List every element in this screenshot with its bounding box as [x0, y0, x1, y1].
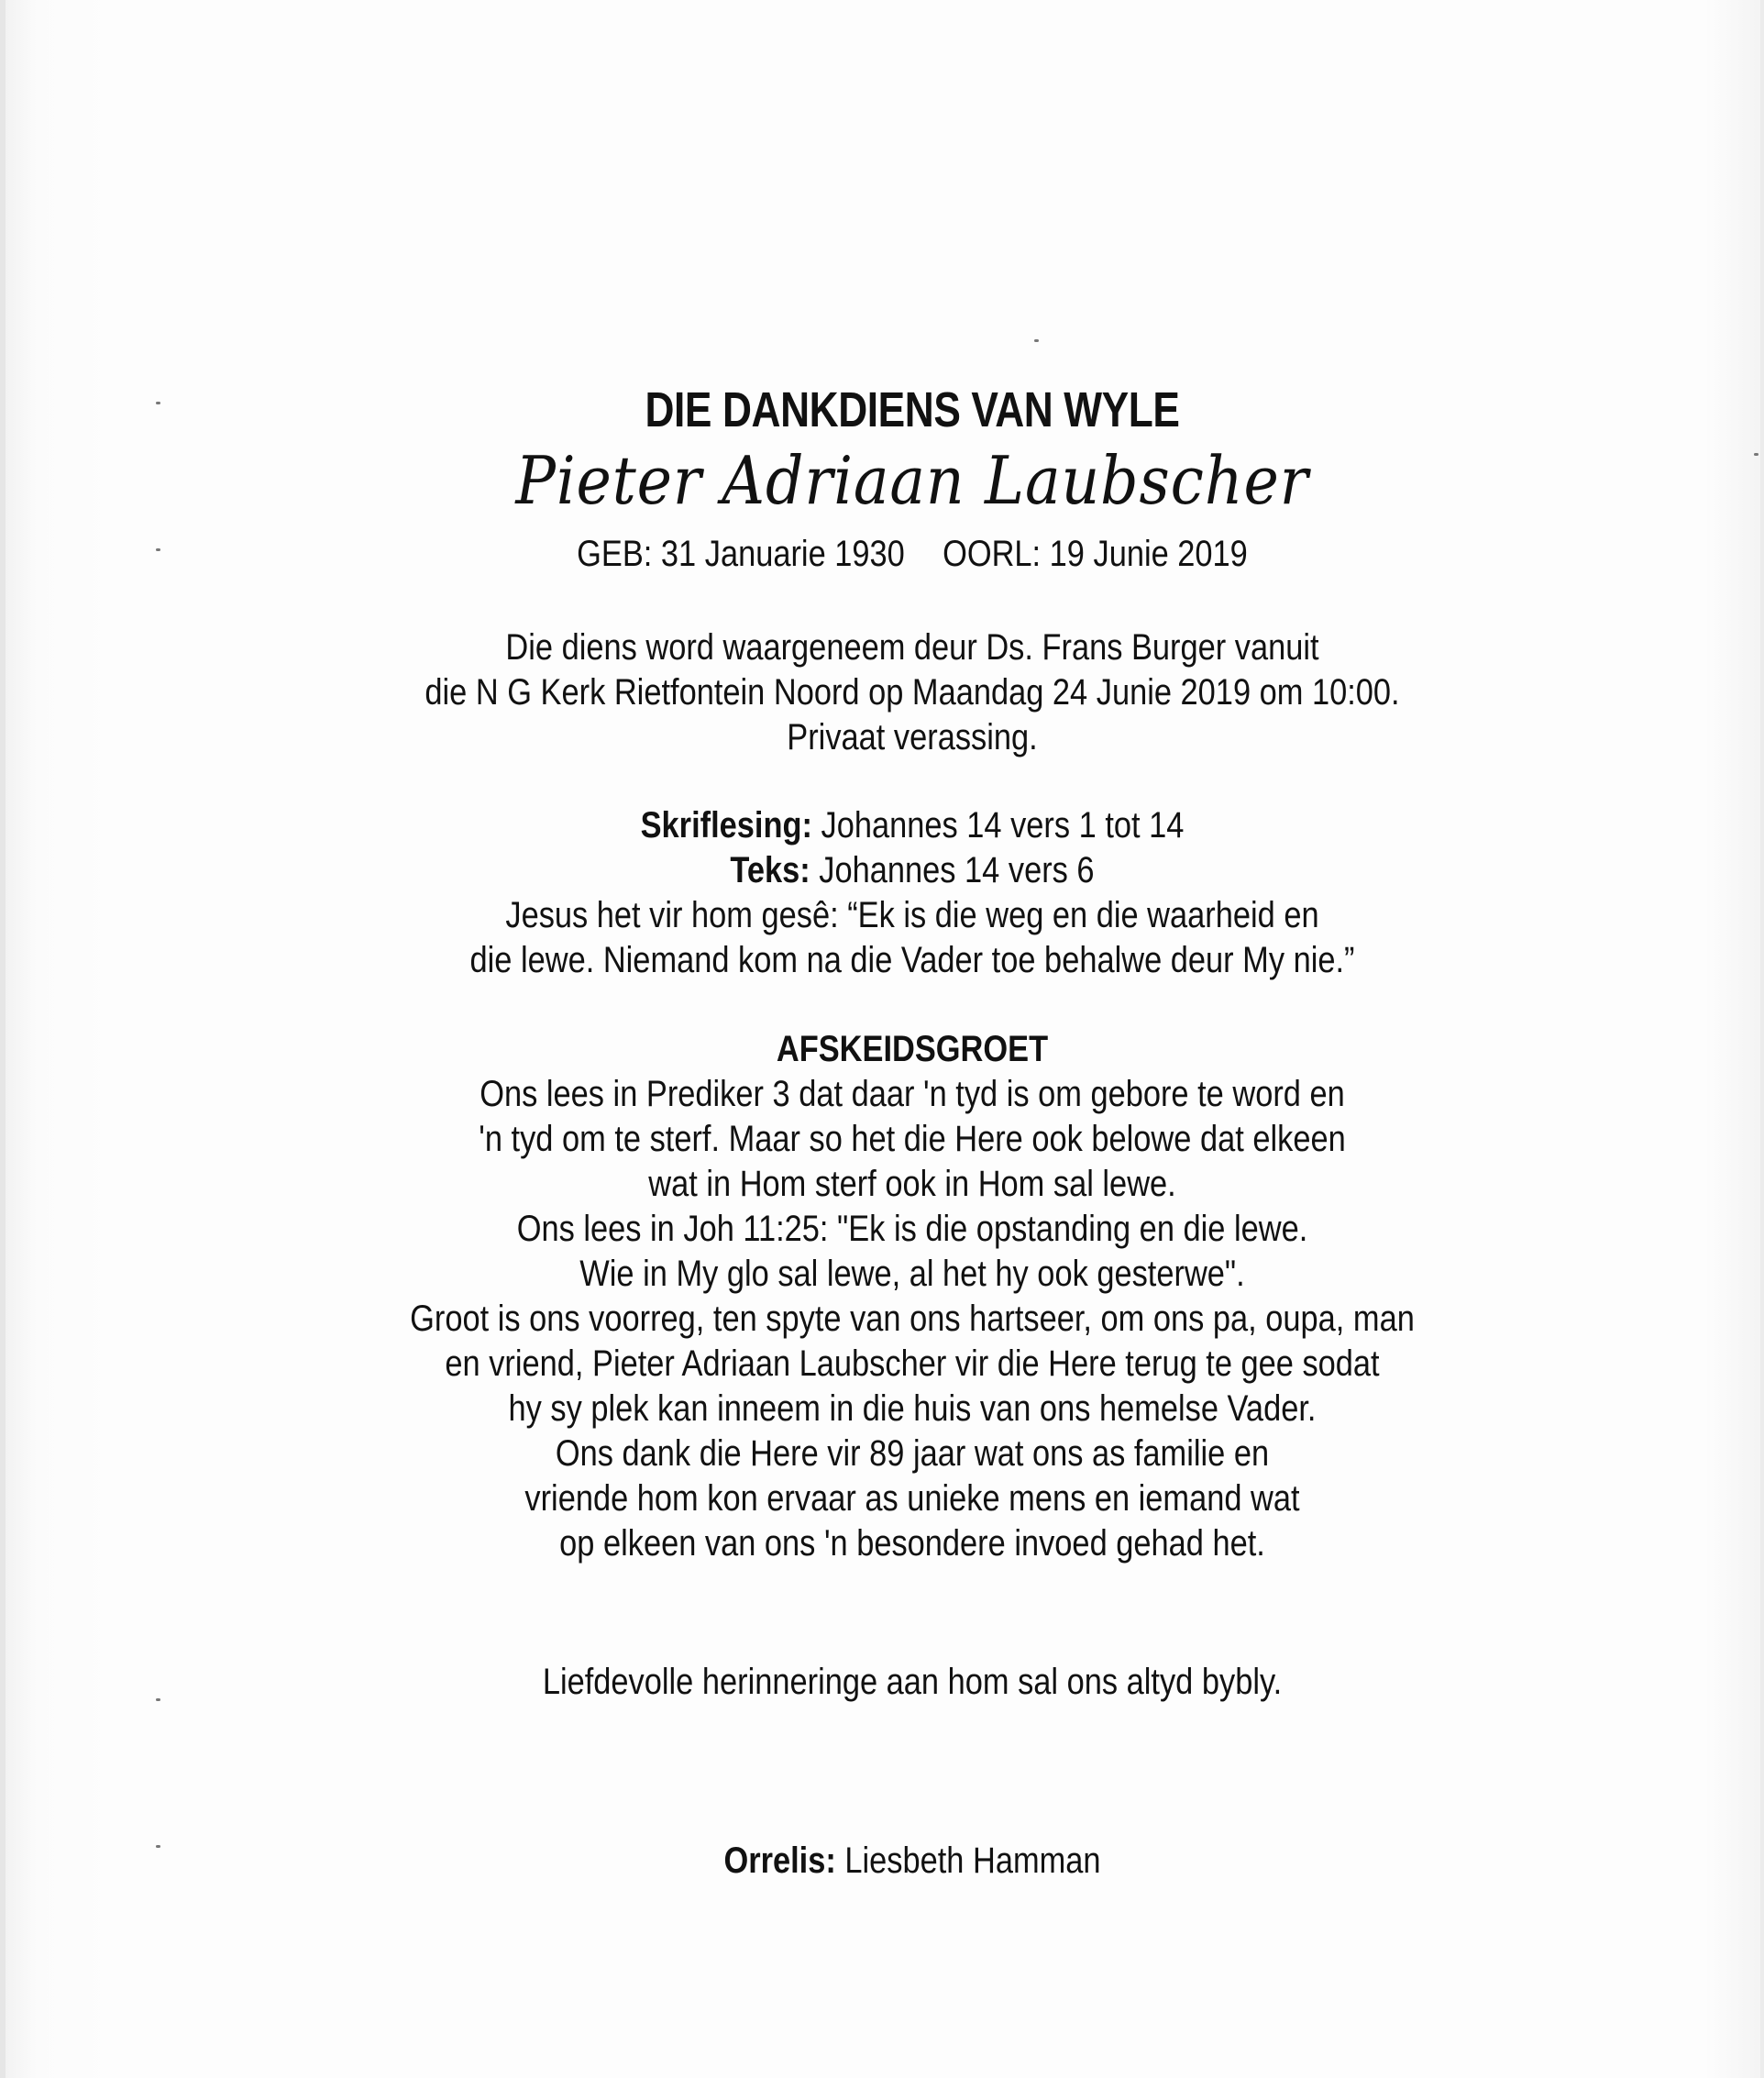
sermon-text — [364, 848, 1460, 893]
farewell-section — [275, 1027, 1549, 1566]
speck-mark — [156, 1698, 160, 1701]
speck-mark — [156, 548, 160, 551]
text-value: Johannes 14 vers 6 — [810, 850, 1095, 890]
page-edge — [1760, 0, 1764, 2078]
farewell-line: op elkeen van ons 'n besondere invoed gehad het. — [559, 1523, 1265, 1564]
readings-section — [275, 803, 1549, 983]
service-line: die N G Kerk Rietfontein Noord op Maandag 24 Junie 2019 om 10:00. — [424, 672, 1400, 713]
farewell-line: wat in Hom sterf ook in Hom sal lewe. — [648, 1164, 1176, 1204]
quote-line: die lewe. Niemand kom na die Vader toe behalwe deur My nie.” — [469, 940, 1355, 980]
service-details — [275, 625, 1549, 760]
farewell-line: en vriend, Pieter Adriaan Laubscher vir die Here terug te gee sodat — [445, 1343, 1380, 1384]
organist-value: Liesbeth Hamman — [835, 1840, 1101, 1881]
speck-mark — [156, 402, 160, 404]
memory-line: Liefdevolle herinneringe aan hom sal ons altyd bybly. — [542, 1662, 1283, 1702]
birth-date: GEB: 31 Januarie 1930 — [577, 534, 905, 574]
page-fold — [0, 0, 6, 2078]
farewell-line: Ons dank die Here vir 89 jaar wat ons as familie en — [555, 1433, 1270, 1474]
life-dates — [364, 532, 1460, 577]
speck-mark — [156, 1845, 160, 1848]
farewell-title: AFSKEIDSGROET — [776, 1029, 1049, 1069]
text-label: Teks: — [730, 850, 810, 890]
deceased-name: Pieter Adriaan Laubscher — [515, 442, 1309, 519]
farewell-line: Ons lees in Joh 11:25: "Ek is die opstanding en die lewe. — [516, 1209, 1308, 1249]
scripture-label: Skriflesing: — [640, 805, 812, 846]
scripture-value: Johannes 14 vers 1 tot 14 — [811, 805, 1185, 846]
service-line: Die diens word waargeneem deur Ds. Frans Burger vanuit — [505, 627, 1319, 668]
farewell-line: 'n tyd om te sterf. Maar so het die Here ook belowe dat elkeen — [479, 1119, 1346, 1159]
service-line: Privaat verassing. — [787, 717, 1038, 757]
organist-label: Orrelis: — [723, 1840, 836, 1881]
farewell-line: vriende hom kon ervaar as unieke mens en iemand wat — [524, 1478, 1300, 1519]
speck-mark — [1754, 453, 1758, 456]
speck-mark — [1034, 339, 1039, 342]
service-title: DIE DANKDIENS VAN WYLE — [645, 382, 1180, 437]
scripture-reading — [364, 803, 1460, 848]
farewell-line: Groot is ons voorreg, ten spyte van ons hartseer, om ons pa, oupa, man — [410, 1299, 1415, 1339]
farewell-line: hy sy plek kan inneem in die huis van ons hemelse Vader. — [508, 1388, 1317, 1429]
farewell-line: Ons lees in Prediker 3 dat daar 'n tyd is om gebore te word en — [480, 1074, 1345, 1114]
farewell-line: Wie in My glo sal lewe, al het hy ook gesterwe". — [579, 1254, 1245, 1294]
death-date: OORL: 19 Junie 2019 — [943, 534, 1248, 574]
organist-line — [364, 1839, 1460, 1884]
quote-line: Jesus het vir hom gesê: “Ek is die weg en die waarheid en — [505, 895, 1319, 935]
